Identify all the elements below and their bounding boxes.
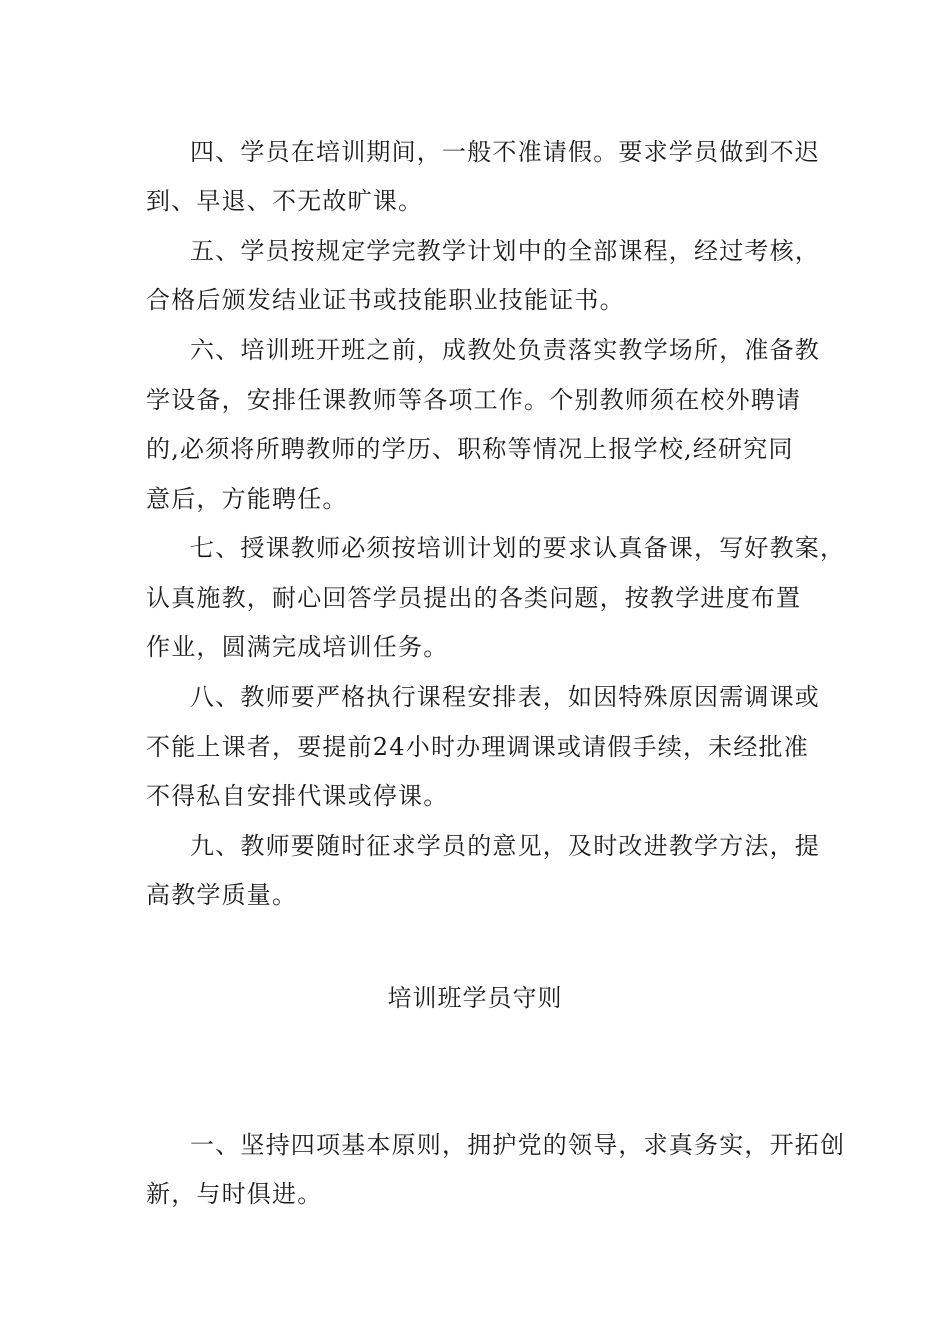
paragraph-7-line-2: 认真施教，耐心回答学员提出的各类问题，按教学进度布置: [146, 584, 802, 612]
paragraph-5-line-2: 合格后颁发结业证书或技能职业技能证书。: [146, 286, 625, 314]
paragraph-5-line-1: 五、学员按规定学完教学计划中的全部课程，经过考核，: [190, 237, 820, 265]
paragraph-6-line-3: 的,必须将所聘教师的学历、职称等情况上报学校,经研究同: [146, 435, 794, 463]
paragraph-8-line-3: 不得私自安排代课或停课。: [146, 782, 449, 810]
paragraph-4-line-1: 四、学员在培训期间，一般不准请假。要求学员做到不迟: [190, 138, 820, 166]
paragraph-4-line-2: 到、早退、不无故旷课。: [146, 187, 424, 215]
paragraph-6-line-2: 学设备，安排任课教师等各项工作。个别教师须在校外聘请: [146, 386, 802, 414]
paragraph-7-line-1: 七、授课教师必须按培训计划的要求认真备课，写好教案，: [190, 534, 846, 562]
section-title: 培训班学员守则: [387, 984, 563, 1012]
paragraph-6-line-4: 意后，方能聘任。: [146, 485, 348, 513]
rule-1-line-1: 一、坚持四项基本原则，拥护党的领导，求真务实，开拓创: [190, 1131, 846, 1159]
rule-1-line-2: 新，与时俱进。: [146, 1180, 323, 1208]
paragraph-9-line-1: 九、教师要随时征求学员的意见，及时改进教学方法，提: [190, 832, 820, 860]
paragraph-8-line-1: 八、教师要严格执行课程安排表，如因特殊原因需调课或: [190, 683, 820, 711]
paragraph-8-line-2: 不能上课者，要提前24小时办理调课或请假手续，未经批准: [146, 733, 809, 761]
paragraph-6-line-1: 六、培训班开班之前，成教处负责落实教学场所，准备教: [190, 336, 820, 364]
paragraph-9-line-2: 高教学质量。: [146, 881, 298, 909]
paragraph-7-line-3: 作业，圆满完成培训任务。: [146, 633, 449, 661]
